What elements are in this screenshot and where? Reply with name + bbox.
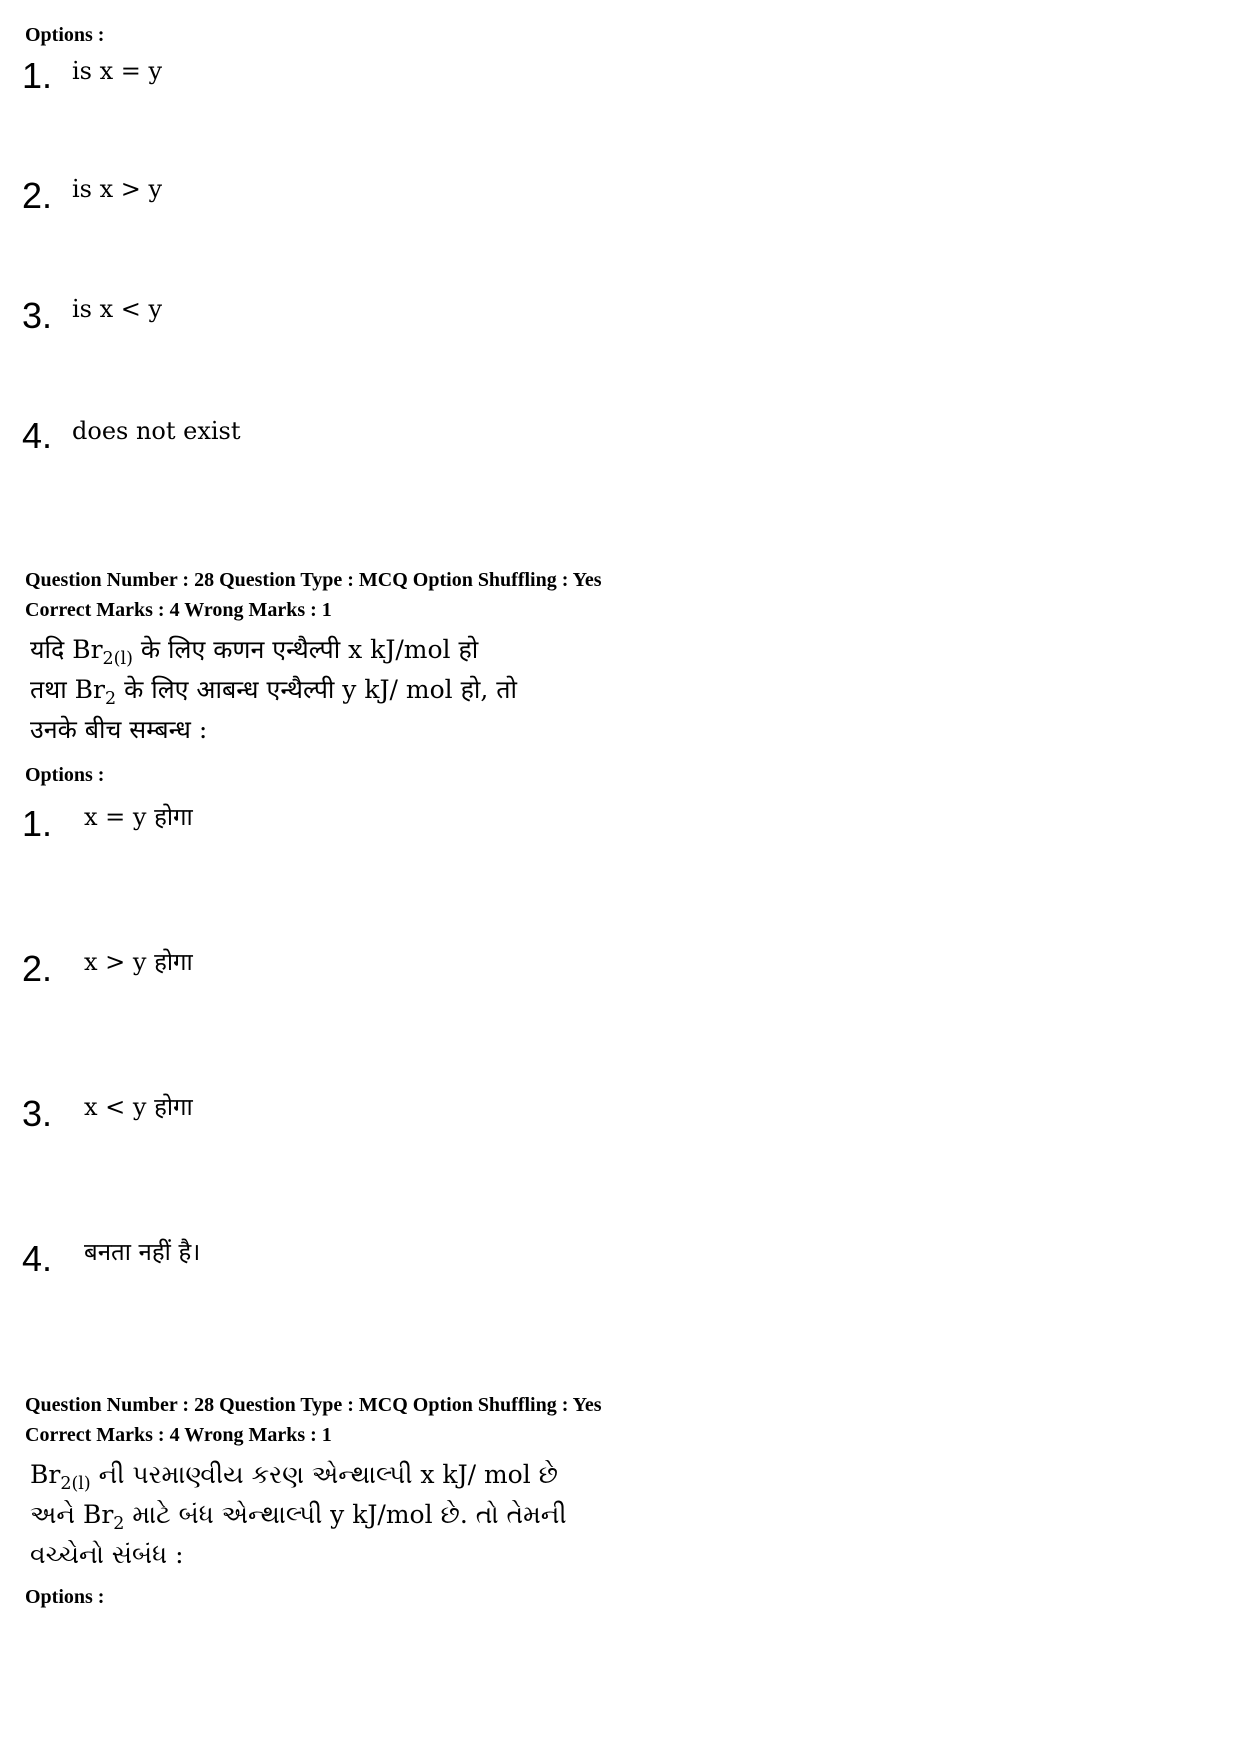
option-2 [22, 945, 193, 993]
option-number: 2. [22, 948, 53, 989]
question-meta: Question Number : 28 Question Type : MCQ Option Shuffling : Yes [25, 569, 602, 591]
option-3 [22, 1090, 193, 1138]
option-number: 4. [22, 1238, 53, 1279]
option-1 [22, 800, 193, 848]
option-3 [22, 292, 162, 340]
question-meta: Question Number : 28 Question Type : MCQ Option Shuffling : Yes [25, 1394, 602, 1416]
options-label: Options : [25, 24, 105, 46]
option-number: 3. [22, 295, 53, 336]
option-number: 3. [22, 1093, 53, 1134]
question-line-3: उनके बीच सम्बन्ध : [30, 715, 208, 744]
option-1 [22, 52, 162, 100]
option-text: is x > y [72, 175, 163, 203]
question-header [25, 1390, 602, 1450]
question-header [25, 565, 602, 625]
option-text: x = y होगा [84, 803, 193, 831]
question-text-hindi [30, 630, 590, 750]
question-line-2: અને $Br_2$ માટે બંધ એન્થાલ્પી y kJ/mol છે. તો તેમની [30, 1500, 567, 1534]
options-label: Options : [25, 1586, 105, 1608]
option-text: बनता नहीं है। [84, 1238, 201, 1266]
option-text: is x < y [72, 295, 163, 323]
option-2 [22, 172, 162, 220]
option-text: is x = y [72, 57, 163, 85]
option-number: 2. [22, 175, 53, 216]
option-text: x > y होगा [84, 948, 193, 976]
marks-meta: Correct Marks : 4 Wrong Marks : 1 [25, 1424, 332, 1446]
marks-meta: Correct Marks : 4 Wrong Marks : 1 [25, 599, 332, 621]
option-number: 1. [22, 55, 53, 96]
option-4 [22, 412, 241, 460]
question-line-3: વચ્ચેનો સંબંધ : [30, 1540, 184, 1569]
question-line-1: $Br_{2(l)}$ ની પરમાણ્વીય કરણ એન્થાલ્પી x kJ/ mol છે [30, 1460, 558, 1494]
option-text: does not exist [72, 417, 241, 445]
option-number: 1. [22, 803, 53, 844]
question-line-2: तथा $Br_2$ के लिए आबन्ध एन्थैल्पी y kJ/ mol हो, तो [30, 675, 517, 709]
option-4 [22, 1235, 200, 1283]
option-text: x < y होगा [84, 1093, 193, 1121]
option-number: 4. [22, 415, 53, 456]
question-line-1: यदि $Br_{2(l)}$ के लिए कणन एन्थैल्पी x kJ/mol हो [30, 635, 479, 669]
options-label: Options : [25, 764, 105, 786]
question-text-gujarati [30, 1455, 590, 1575]
